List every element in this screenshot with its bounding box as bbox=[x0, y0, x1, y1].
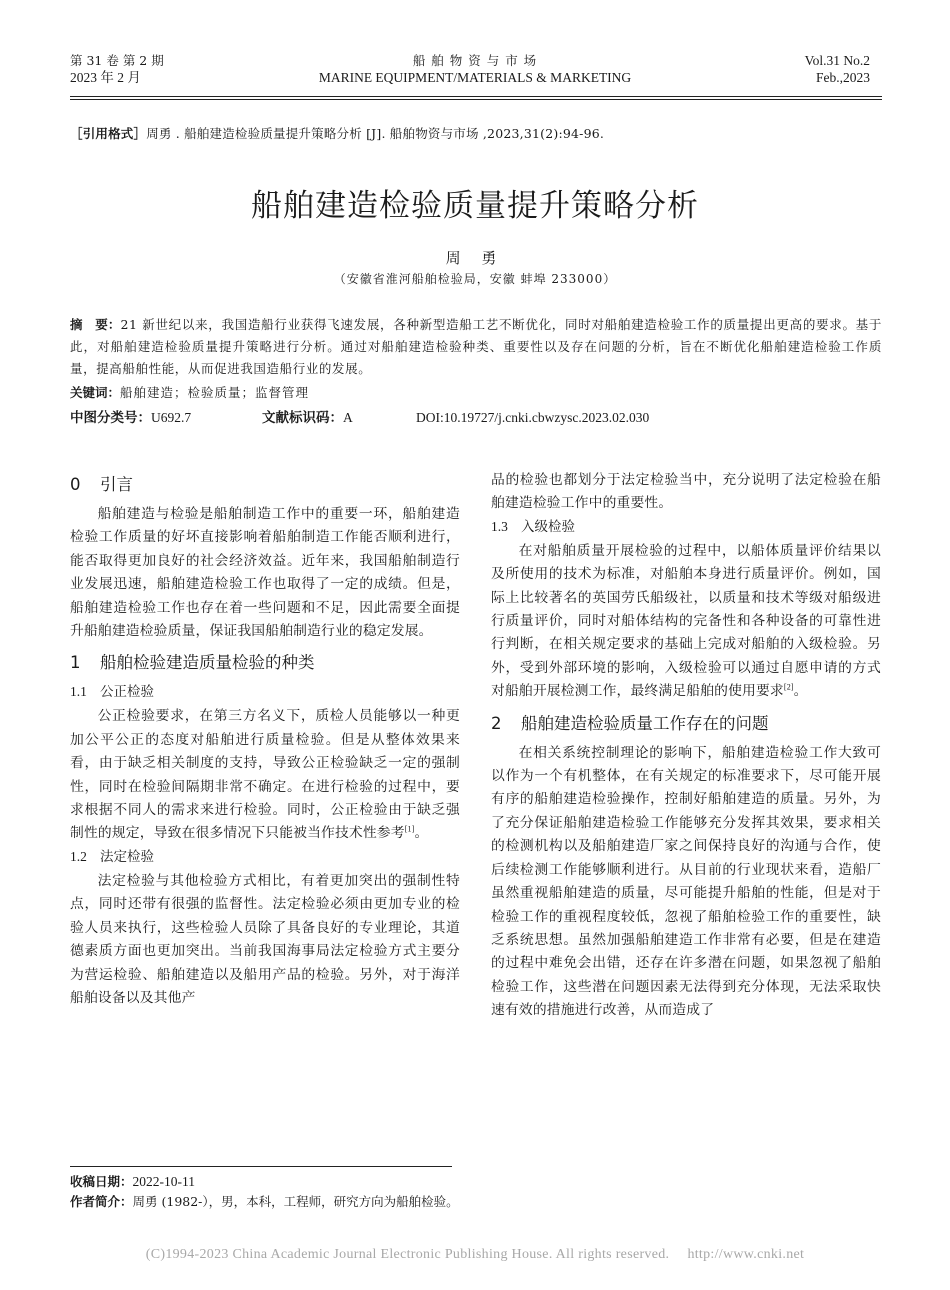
document-code bbox=[262, 409, 353, 427]
keywords-label: 关键词： bbox=[70, 385, 121, 400]
author-bio bbox=[70, 1193, 459, 1211]
subsection-number: 1.1 bbox=[70, 684, 87, 700]
section-1-2-paragraph-continued: 品的检验也都划分于法定检验当中，充分说明了法定检验在船舶建造检验工作中的重要性。 bbox=[491, 472, 881, 511]
volume-issue-en: Vol.31 No.2 bbox=[804, 53, 870, 68]
subsection-title: 入级检验 bbox=[521, 518, 575, 535]
section-title: 船舶建造检验质量工作存在的问题 bbox=[521, 713, 769, 733]
section-number: 0 bbox=[70, 475, 81, 494]
received-value: 2022-10-11 bbox=[132, 1174, 196, 1189]
received-label: 收稿日期： bbox=[70, 1174, 133, 1189]
paragraph-text: 公正检验要求，在第三方名义下，质检人员能够以一种更加公平公正的态度对船舶进行质量检验。但是从整体效果来看，由于缺乏相关制度的支持，导致公正检验缺乏一定的强制性，同时在检验间隔期非常不确定。在进行检验的过程中，要求根据不同人的需求来进行检验。同时，公正检验由于缺乏强制性的规定，导致在很多情况下只能被当作技术性参考 bbox=[70, 708, 460, 841]
clc-value: U692.7 bbox=[151, 410, 192, 425]
subsection-number: 1.2 bbox=[70, 848, 87, 864]
paragraph-text: 在对船舶质量开展检验的过程中，以船体质量评价结果以及所使用的技术为标准，对船舶本身进行质量评价。例如，国际上比较著名的英国劳氏船级社，以质量和技术等级对船级进行质量评价，同时对船体结构的完备性和各种设备的可靠性进行判断，在相关规定要求的基础上完成对船舶的入级检验。另外，受到外部环境的影响，入级检验可以通过自愿申请的方式对船舶开展检测工作，最终满足船舶的使用要求 bbox=[491, 542, 881, 699]
footnote-rule bbox=[70, 1166, 452, 1167]
doc-code-label: 文献标识码： bbox=[262, 410, 343, 426]
reference-mark: [1] bbox=[404, 824, 415, 834]
paragraph-end: 。 bbox=[793, 683, 808, 699]
section-0-paragraph: 船舶建造与检验是船舶制造工作中的重要一环，船舶建造检验工作质量的好坏直接影响着船舶制造工作能否顺利进行，能否取得更加良好的社会经济效益。近年来，我国船舶制造行业发展迅速，船舶建造检验工作也取得了一定的成绩。但是，船舶建造检验工作也存在着一些问题和不足，因此需要全面提升船舶建造检验质量，保证我国船舶制造行业的稳定发展。 bbox=[70, 506, 460, 639]
subsection-title: 公正检验 bbox=[100, 684, 154, 701]
author-bio-label: 作者简介： bbox=[70, 1194, 133, 1209]
citation-label: ［引用格式］ bbox=[70, 126, 147, 141]
section-1-3-heading bbox=[491, 515, 881, 539]
author-affiliation: （安徽省淮河船舶检验局，安徽 蚌埠 233000） bbox=[333, 272, 617, 286]
abstract-text: 21 新世纪以来，我国造船行业获得飞速发展，各种新型造船工艺不断优化，同时对船舶建造检验工作的质量提出更高的要求。基于此，对船舶建造检验质量提升策略进行分析。通过对船舶建造检验种类、重要性以及存在问题的分析，旨在不断优化船舶建造检验工作质量，提高船舶性能，从而促进我国造船行业的发展。 bbox=[70, 317, 882, 376]
issue-date: 2023 年 2 月 bbox=[70, 70, 141, 85]
subsection-number: 1.3 bbox=[491, 518, 508, 534]
subsection-title: 法定检验 bbox=[100, 848, 154, 865]
reference-mark: [2] bbox=[783, 682, 794, 692]
received-date bbox=[70, 1173, 195, 1191]
journal-name-cn: 船 舶 物 资 与 市 场 bbox=[412, 53, 538, 68]
section-title: 引言 bbox=[100, 475, 133, 494]
section-1-1-heading bbox=[70, 680, 460, 704]
abstract bbox=[70, 314, 882, 380]
header-rule bbox=[70, 96, 882, 97]
running-header-right bbox=[805, 52, 870, 86]
body-column-right bbox=[491, 468, 881, 1022]
clc-number bbox=[70, 409, 191, 427]
section-2-heading bbox=[491, 707, 881, 741]
citation-text: 周勇 . 船舶建造检验质量提升策略分析 [J]. 船舶物资与市场 ,2023,31(2):94-96. bbox=[146, 126, 605, 141]
section-number: 2 bbox=[491, 713, 502, 733]
section-0-heading bbox=[70, 468, 460, 502]
doc-code-value: A bbox=[343, 410, 353, 425]
issue-date-en: Feb.,2023 bbox=[816, 70, 870, 85]
paragraph-end: 。 bbox=[414, 825, 429, 841]
section-1-3-paragraph bbox=[491, 539, 881, 703]
section-number: 1 bbox=[70, 653, 81, 673]
article-title: 船舶建造检验质量提升策略分析 bbox=[251, 188, 699, 224]
section-title: 船舶检验建造质量检验的种类 bbox=[100, 653, 315, 673]
doi: DOI:10.19727/j.cnki.cbwzysc.2023.02.030 bbox=[416, 410, 650, 425]
clc-label: 中图分类号： bbox=[70, 410, 151, 426]
copyright-line: (C)1994-2023 China Academic Journal Electronic Publishing House. All rights reserved. http://www.cnki.net bbox=[145, 1247, 805, 1262]
volume-issue: 第 31 卷 第 2 期 bbox=[70, 53, 164, 68]
abstract-label: 摘 要： bbox=[70, 317, 121, 332]
section-1-1-paragraph bbox=[70, 704, 460, 844]
keywords-text: 船舶建造；检验质量；监督管理 bbox=[120, 385, 310, 400]
article-author: 周 勇 bbox=[445, 249, 505, 267]
section-2-paragraph: 在相关系统控制理论的影响下，船舶建造检验工作大致可以作为一个有机整体，在有关规定的标准要求下，尽可能开展有序的船舶建造检验操作，控制好船舶建造的质量。另外，为了充分保证船舶建造检验工作能够充分发挥其效果，要求相关的检测机构以及船舶建造厂家之间保持良好的沟通与合作，使后续检测工作能够顺利进行。从目前的行业现状来看，造船厂虽然重视船舶建造的质量，尽可能提升船舶的性能，但是对于检验工作的重视程度较低，忽视了船舶检验工作的重要性，缺乏系统思想。虽然加强船舶建造工作非常有必要，但是在建造的过程中难免会出错，还存在许多潜在问题，如果忽视了船舶检验工作，这些潜在问题因素无法得到充分体现，无法采取快速有效的措施进行改善，从而造成了 bbox=[491, 744, 881, 1018]
section-1-2-heading bbox=[70, 845, 460, 869]
author-bio-text: 周勇 (1982-），男，本科，工程师，研究方向为船舶检验。 bbox=[132, 1194, 459, 1209]
section-1-heading bbox=[70, 646, 460, 680]
section-1-2-paragraph: 法定检验与其他检验方式相比，有着更加突出的强制性特点，同时还带有很强的监督性。法定检验必须由更加专业的检验人员来执行，这些检验人员除了具备良好的专业理论，其道德素质方面也更加突出。当前我国海事局法定检验方式主要分为营运检验、船舶建造以及船用产品的检验。另外，对于海洋船舶设备以及其他产 bbox=[70, 872, 460, 1005]
keywords bbox=[70, 384, 309, 402]
citation-format bbox=[70, 124, 604, 142]
body-column-left bbox=[70, 468, 460, 1009]
journal-name-en: MARINE EQUIPMENT/MATERIALS & MARKETING bbox=[318, 70, 632, 85]
header-rule-thin bbox=[70, 99, 882, 100]
